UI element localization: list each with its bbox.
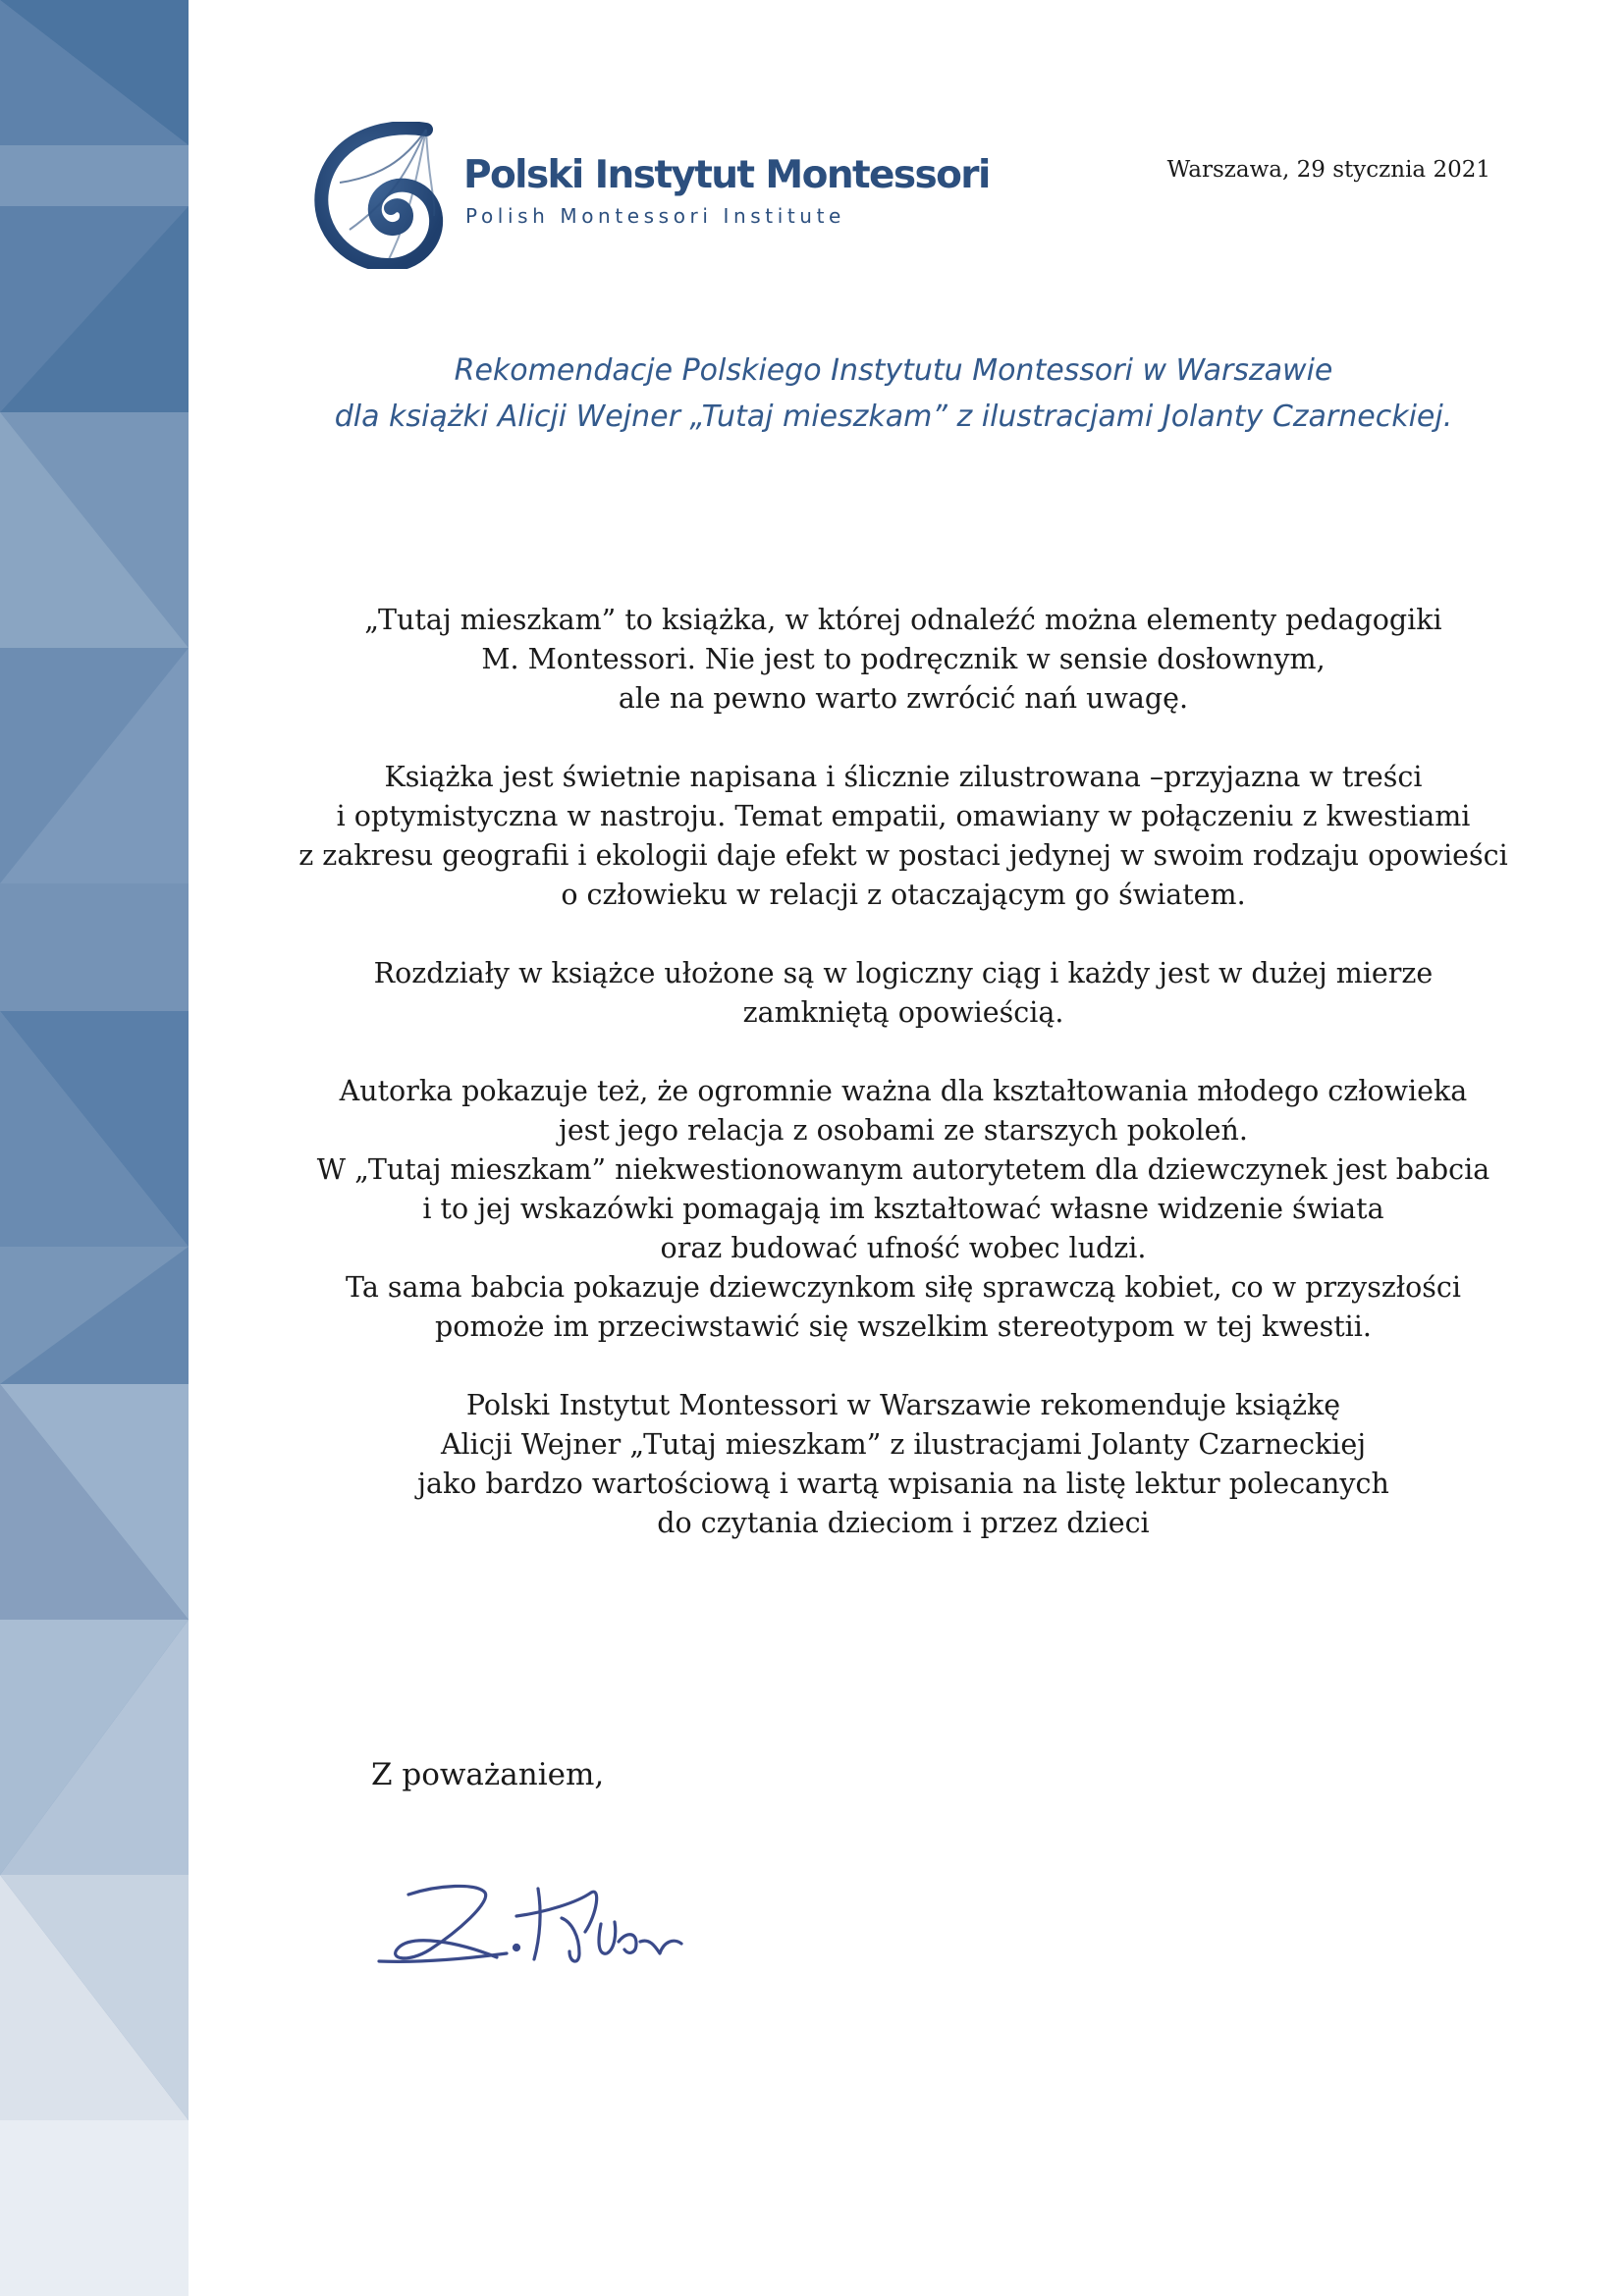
text-line: M. Montessori. Nie jest to podręcznik w sensie dosłownym, <box>481 643 1326 675</box>
text-line: Ta sama babcia pokazuje dziewczynkom siłę sprawczą kobiet, co w przyszłości <box>346 1271 1461 1304</box>
text-line: Alicji Wejner „Tutaj mieszkam” z ilustracjami Jolanty Czarneckiej <box>440 1428 1367 1461</box>
text-line: o człowieku w relacji z otaczającym go światem. <box>561 879 1246 911</box>
text-line: i optymistyczna w nastroju. Temat empatii, omawiany w połączeniu z kwestiami <box>336 800 1471 832</box>
letter-heading <box>295 347 1492 440</box>
paragraph <box>196 954 1610 1033</box>
paragraph <box>196 1386 1610 1543</box>
heading-line: Rekomendacje Polskiego Instytutu Montessori w Warszawie <box>454 353 1333 388</box>
decorative-side-band <box>0 0 189 2296</box>
text-line: do czytania dzieciom i przez dzieci <box>657 1507 1150 1539</box>
handwritten-signature <box>369 1863 723 1971</box>
paragraph <box>196 758 1610 915</box>
text-line: z zakresu geografii i ekologii daje efekt w postaci jedynej w swoim rodzaju opowieści <box>298 839 1508 872</box>
logo-subtitle: Polish Montessori Institute <box>465 204 845 228</box>
closing-salutation: Z poważaniem, <box>371 1757 605 1792</box>
text-line: Autorka pokazuje też, że ogromnie ważna dla kształtowania młodego człowieka <box>339 1075 1468 1107</box>
text-line: Polski Instytut Montessori w Warszawie rekomenduje książkę <box>465 1389 1341 1421</box>
letter-date: Warszawa, 29 stycznia 2021 <box>1166 157 1490 183</box>
text-line: Książka jest świetnie napisana i ślicznie zilustrowana –przyjazna w treści <box>384 761 1423 793</box>
heading-line: dla książki Alicji Wejner „Tutaj mieszkam” z ilustracjami Jolanty Czarneckiej. <box>334 400 1453 434</box>
logo-title: Polski Instytut Montessori <box>463 153 990 197</box>
text-line: pomoże im przeciwstawić się wszelkim stereotypom w tej kwestii. <box>435 1310 1372 1343</box>
text-line: ale na pewno warto zwrócić nań uwagę. <box>618 682 1189 715</box>
text-line: „Tutaj mieszkam” to książka, w której odnaleźć można elementy pedagogiki <box>364 604 1442 636</box>
text-line: i to jej wskazówki pomagają im kształtować własne widzenie świata <box>422 1193 1384 1225</box>
text-line: zamkniętą opowieścią. <box>742 996 1064 1029</box>
text-line: jako bardzo wartościową i wartą wpisania na listę lektur polecanych <box>417 1468 1389 1500</box>
letter-body <box>196 601 1610 1582</box>
text-line: oraz budować ufność wobec ludzi. <box>660 1232 1147 1264</box>
text-line: jest jego relacja z osobami ze starszych pokoleń. <box>559 1114 1248 1147</box>
paragraph <box>196 601 1610 719</box>
nautilus-shell-icon <box>310 122 448 269</box>
text-line: W „Tutaj mieszkam” niekwestionowanym autorytetem dla dziewczynek jest babcia <box>316 1153 1490 1186</box>
text-line: Rozdziały w książce ułożone są w logiczny ciąg i każdy jest w dużej mierze <box>373 957 1434 989</box>
paragraph <box>196 1072 1610 1347</box>
institute-logo <box>310 116 990 273</box>
